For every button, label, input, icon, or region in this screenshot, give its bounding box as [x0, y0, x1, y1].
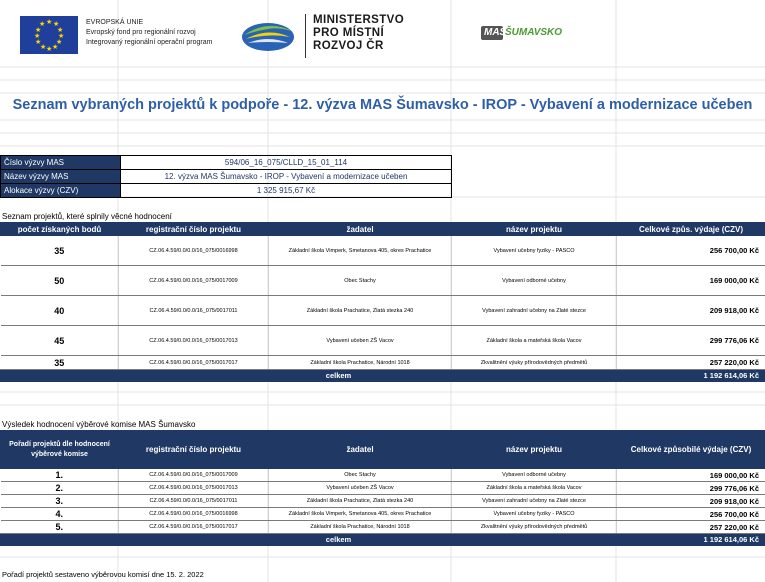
cell-applicant[interactable]: Základní škola Prachatice, Zlatá stezka 240 — [269, 495, 452, 508]
info-value-call-name[interactable]: 12. výzva MAS Šumavsko - IROP - Vybavení a modernizace učeben — [121, 170, 452, 184]
cell-applicant[interactable]: Základní škola Prachatice, Národní 1018 — [269, 521, 452, 534]
cell-cost[interactable]: 299 776,06 Kč — [617, 326, 765, 356]
table1-header-cost[interactable]: Celkové způs. výdaje (CZV) — [617, 223, 765, 236]
table1-caption: Seznam projektů, které splnily věcné hodnocení — [2, 212, 172, 221]
cell-cost[interactable]: 209 918,00 Kč — [617, 296, 765, 326]
table2-header-project[interactable]: název projektu — [452, 431, 617, 469]
cell-cost[interactable]: 299 776,06 Kč — [617, 482, 765, 495]
table2-caption: Výsledek hodnocení výběrové komise MAS Šumavsko — [2, 420, 196, 429]
info-value-call-number[interactable]: 594/06_16_075/CLLD_15_01_114 — [121, 156, 452, 170]
cell-regnum[interactable]: CZ.06.4.59/0.0/0.0/16_075/0017009 — [119, 469, 269, 482]
cell-regnum[interactable]: CZ.06.4.59/0.0/0.0/16_075/0017009 — [119, 266, 269, 296]
cell-cost[interactable]: 256 700,00 Kč — [617, 508, 765, 521]
eu-line1: EVROPSKÁ UNIE — [86, 19, 144, 26]
table-row — [1, 469, 765, 482]
cell-regnum[interactable]: CZ.06.4.59/0.0/0.0/16_075/0017013 — [119, 482, 269, 495]
cell-project[interactable]: Vybavení odborné učebny — [452, 469, 617, 482]
cell-rank[interactable]: 4. — [1, 508, 119, 521]
info-label-call-name[interactable]: Název výzvy MAS — [1, 170, 121, 184]
call-info-table — [0, 155, 452, 198]
table1-total-label[interactable]: celkem — [1, 370, 617, 382]
info-row — [1, 184, 452, 198]
table2-header-cost[interactable]: Celkové způsobilé výdaje (CZV) — [617, 431, 765, 469]
cell-applicant[interactable]: Vybavení učeben ZŠ Vacov — [269, 326, 452, 356]
mmr-line2: PRO MÍSTNÍ — [313, 27, 385, 39]
cell-applicant[interactable]: Základní škola Prachatice, Zlatá stezka 240 — [269, 296, 452, 326]
table1-header-regnum[interactable]: registrační číslo projektu — [119, 223, 269, 236]
cell-points[interactable]: 45 — [1, 326, 119, 356]
table-row — [1, 495, 765, 508]
table2-total-value[interactable]: 1 192 614,06 Kč — [617, 534, 765, 546]
cell-regnum[interactable]: CZ.06.4.59/0.0/0.0/16_075/0016998 — [119, 508, 269, 521]
cell-cost[interactable]: 257 220,00 Kč — [617, 521, 765, 534]
cell-project[interactable]: Zkvalitnění výuky přírodovědných předmětů — [452, 356, 617, 370]
table-row — [1, 356, 765, 370]
mmr-logo-text — [313, 14, 404, 53]
cell-project[interactable]: Základní škola a mateřská škola Vacov — [452, 326, 617, 356]
cell-points[interactable]: 40 — [1, 296, 119, 326]
cell-applicant[interactable]: Vybavení učeben ZŠ Vacov — [269, 482, 452, 495]
table1-header-project[interactable]: název projektu — [452, 223, 617, 236]
cell-cost[interactable]: 209 918,00 Kč — [617, 495, 765, 508]
cell-regnum[interactable]: CZ.06.4.59/0.0/0.0/16_075/0017011 — [119, 296, 269, 326]
info-value-allocation[interactable]: 1 325 915,67 Kč — [121, 184, 452, 198]
info-row — [1, 170, 452, 184]
info-row — [1, 156, 452, 170]
cell-regnum[interactable]: CZ.06.4.59/0.0/0.0/16_075/0017011 — [119, 495, 269, 508]
cell-rank[interactable]: 5. — [1, 521, 119, 534]
table1-header-row — [1, 223, 765, 236]
cell-project[interactable]: Vybavení zahradní učebny na Zlaté stezce — [452, 495, 617, 508]
table-row — [1, 521, 765, 534]
eu-line3: Integrovaný regionální operační program — [86, 39, 213, 46]
cell-rank[interactable]: 1. — [1, 469, 119, 482]
cell-regnum[interactable]: CZ.06.4.59/0.0/0.0/16_075/0017017 — [119, 521, 269, 534]
mmr-line1: MINISTERSTVO — [313, 14, 405, 26]
eu-line2: Evropský fond pro regionální rozvoj — [86, 29, 196, 36]
table-row — [1, 236, 765, 266]
table-row — [1, 326, 765, 356]
page-title: Seznam vybraných projektů k podpoře - 12. výzva MAS Šumavsko - IROP - Vybavení a modernizace učeben — [12, 97, 753, 113]
cell-cost[interactable]: 169 000,00 Kč — [617, 266, 765, 296]
table-row — [1, 296, 765, 326]
cell-points[interactable]: 35 — [1, 236, 119, 266]
cell-project[interactable]: Vybavení učebny fyziky - PASCO — [452, 236, 617, 266]
table2-header-regnum[interactable]: registrační číslo projektu — [119, 431, 269, 469]
eu-flag-logo: ★ ★ ★ ★ ★ ★ ★ ★ ★ ★ ★ ★ — [20, 16, 78, 54]
table2-total-row — [1, 534, 765, 546]
cell-cost[interactable]: 257 220,00 Kč — [617, 356, 765, 370]
cell-project[interactable]: Vybavení učebny fyziky - PASCO — [452, 508, 617, 521]
table-row — [1, 508, 765, 521]
cell-rank[interactable]: 2. — [1, 482, 119, 495]
cell-regnum[interactable]: CZ.06.4.59/0.0/0.0/16_075/0017013 — [119, 326, 269, 356]
table2-ranking — [0, 430, 765, 546]
table2-header-applicant[interactable]: žadatel — [269, 431, 452, 469]
table1-projects — [0, 222, 765, 382]
cell-rank[interactable]: 3. — [1, 495, 119, 508]
cell-project[interactable]: Vybavení zahradní učebny na Zlaté stezce — [452, 296, 617, 326]
cell-cost[interactable]: 169 000,00 Kč — [617, 469, 765, 482]
table-row — [1, 482, 765, 495]
mmr-logo-icon — [238, 17, 298, 55]
table1-header-points[interactable]: počet získaných bodů — [1, 223, 119, 236]
cell-applicant[interactable]: Obec Stachy — [269, 469, 452, 482]
cell-points[interactable]: 35 — [1, 356, 119, 370]
cell-project[interactable]: Zkvalitnění výuky přírodovědných předmětů — [452, 521, 617, 534]
table2-header-row — [1, 431, 765, 469]
cell-points[interactable]: 50 — [1, 266, 119, 296]
table1-total-value[interactable]: 1 192 614,06 Kč — [617, 370, 765, 382]
info-label-allocation[interactable]: Alokace výzvy (CZV) — [1, 184, 121, 198]
cell-applicant[interactable]: Základní škola Vimperk, Smetanova 405, okres Prachatice — [269, 236, 452, 266]
cell-cost[interactable]: 256 700,00 Kč — [617, 236, 765, 266]
mas-logo-part2: ŠUMAVSKO — [505, 27, 563, 38]
cell-applicant[interactable]: Základní škola Prachatice, Národní 1018 — [269, 356, 452, 370]
table1-header-applicant[interactable]: žadatel — [269, 223, 452, 236]
footer-note: Pořadí projektů sestaveno výběrovou komisí dne 15. 2. 2022 — [2, 570, 204, 579]
cell-applicant[interactable]: Obec Stachy — [269, 266, 452, 296]
cell-project[interactable]: Vybavení odborné učebny — [452, 266, 617, 296]
mmr-divider — [305, 14, 306, 58]
table2-header-rank[interactable]: Pořadí projektů dle hodnocení výběrové komise — [1, 431, 119, 469]
cell-regnum[interactable]: CZ.06.4.59/0.0/0.0/16_075/0017017 — [119, 356, 269, 370]
table1-total-row — [1, 370, 765, 382]
mmr-line3: ROZVOJ ČR — [313, 40, 384, 52]
cell-project[interactable]: Základní škola a mateřská škola Vacov — [452, 482, 617, 495]
eu-logo-text — [86, 18, 212, 48]
cell-regnum[interactable]: CZ.06.4.59/0.0/0.0/16_075/0016998 — [119, 236, 269, 266]
cell-applicant[interactable]: Základní škola Vimperk, Smetanova 405, okres Prachatice — [269, 508, 452, 521]
table-row — [1, 266, 765, 296]
info-label-call-number[interactable]: Číslo výzvy MAS — [1, 156, 121, 170]
table2-total-label[interactable]: celkem — [1, 534, 617, 546]
mas-logo-part1: MAS — [484, 27, 507, 38]
